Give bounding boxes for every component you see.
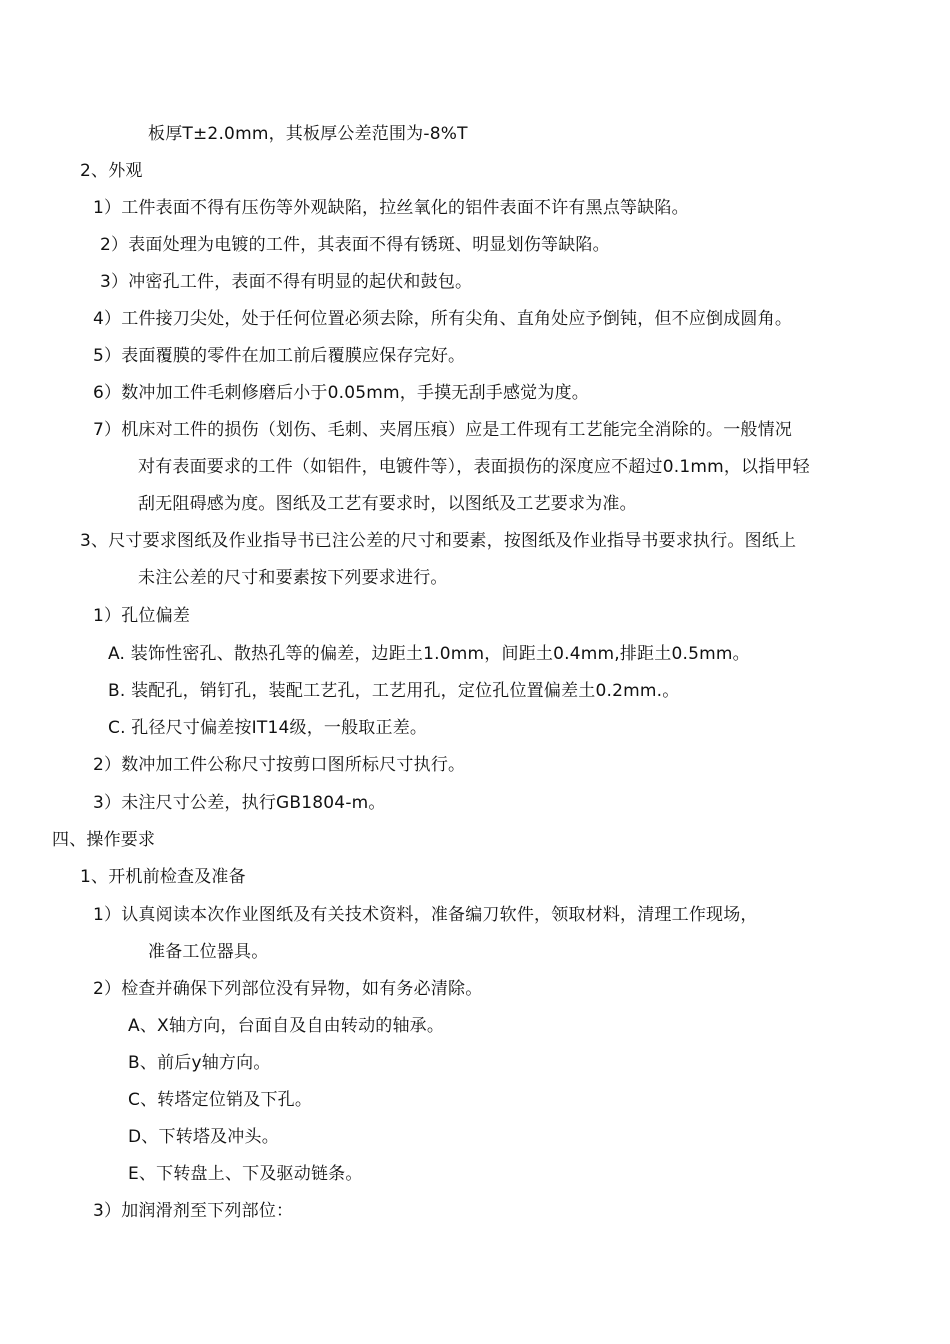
list-item-appearance-2: 2）表面处理为电镀的工件，其表面不得有锈斑、明显划伤等缺陷。 xyxy=(100,235,610,255)
list-item-appearance-1: 1）工件表面不得有压伤等外观缺陷，拉丝氧化的铝件表面不许有黑点等缺陷。 xyxy=(93,198,689,218)
text-line-plate-thickness: 板厚T±2.0mm，其板厚公差范围为-8%T xyxy=(148,124,468,144)
list-item-appearance-7-cont-1: 对有表面要求的工件（如铝件，电镀件等），表面损伤的深度应不超过0.1mm，以指甲轻 xyxy=(138,457,810,477)
list-item-check-parts: 2）检查并确保下列部位没有异物，如有务必清除。 xyxy=(93,979,483,999)
list-item-nominal-size: 2）数冲加工件公称尺寸按剪口图所标尺寸执行。 xyxy=(93,755,466,775)
heading-dimension-requirements: 3、尺寸要求图纸及作业指导书已注公差的尺寸和要素，按图纸及作业指导书要求执行。图纸上 xyxy=(80,531,797,551)
sub-item-c-hole-diameter: C. 孔径尺寸偏差按IT14级，一般取正差。 xyxy=(108,718,428,738)
sub-item-e-lower-disc: E、下转盘上、下及驱动链条。 xyxy=(128,1164,363,1184)
list-item-appearance-3: 3）冲密孔工件，表面不得有明显的起伏和鼓包。 xyxy=(100,272,473,292)
sub-item-b-assembly-holes: B. 装配孔，销钉孔，装配工艺孔，工艺用孔，定位孔位置偏差土0.2mm.。 xyxy=(108,681,680,701)
sub-item-c-turret-pin: C、转塔定位销及下孔。 xyxy=(128,1090,313,1110)
heading-appearance: 2、外观 xyxy=(80,161,143,181)
list-item-appearance-4: 4）工件接刀尖处，处于任何位置必须去除，所有尖角、直角处应予倒钝，但不应倒成圆角。 xyxy=(93,309,793,329)
list-item-lubricant: 3）加润滑剂至下列部位： xyxy=(93,1201,294,1221)
list-item-appearance-5: 5）表面覆膜的零件在加工前后覆膜应保存完好。 xyxy=(93,346,466,366)
list-item-appearance-6: 6）数冲加工件毛刺修磨后小于0.05mm，手摸无刮手感觉为度。 xyxy=(93,383,589,403)
list-item-appearance-7-cont-2: 刮无阻碍感为度。图纸及工艺有要求时，以图纸及工艺要求为准。 xyxy=(138,494,637,514)
sub-item-b-y-axis: B、前后y轴方向。 xyxy=(128,1053,271,1073)
list-item-appearance-7: 7）机床对工件的损伤（划伤、毛刺、夹屑压痕）应是工件现有工艺能完全消除的。一般情况 xyxy=(93,420,793,440)
heading-dimension-requirements-cont: 未注公差的尺寸和要素按下列要求进行。 xyxy=(138,568,448,588)
sub-item-d-lower-turret: D、下转塔及冲头。 xyxy=(128,1127,279,1147)
list-item-read-drawings-cont: 准备工位器具。 xyxy=(148,942,269,962)
sub-item-a-x-axis: A、X轴方向，台面自及自由转动的轴承。 xyxy=(128,1016,445,1036)
list-item-hole-deviation: 1）孔位偏差 xyxy=(93,606,191,626)
section-heading-operation: 四、操作要求 xyxy=(52,830,156,850)
list-item-read-drawings: 1）认真阅读本次作业图纸及有关技术资料，准备编刀软件，领取材料，清理工作现场， xyxy=(93,905,758,925)
list-item-untoleranced: 3）未注尺寸公差，执行GB1804-m。 xyxy=(93,793,386,813)
heading-pre-start-check: 1、开机前检查及准备 xyxy=(80,867,246,887)
sub-item-a-decorative-holes: A. 装饰性密孔、散热孔等的偏差，边距土1.0mm，间距土0.4mm,排距土0.5mm。 xyxy=(108,644,750,664)
